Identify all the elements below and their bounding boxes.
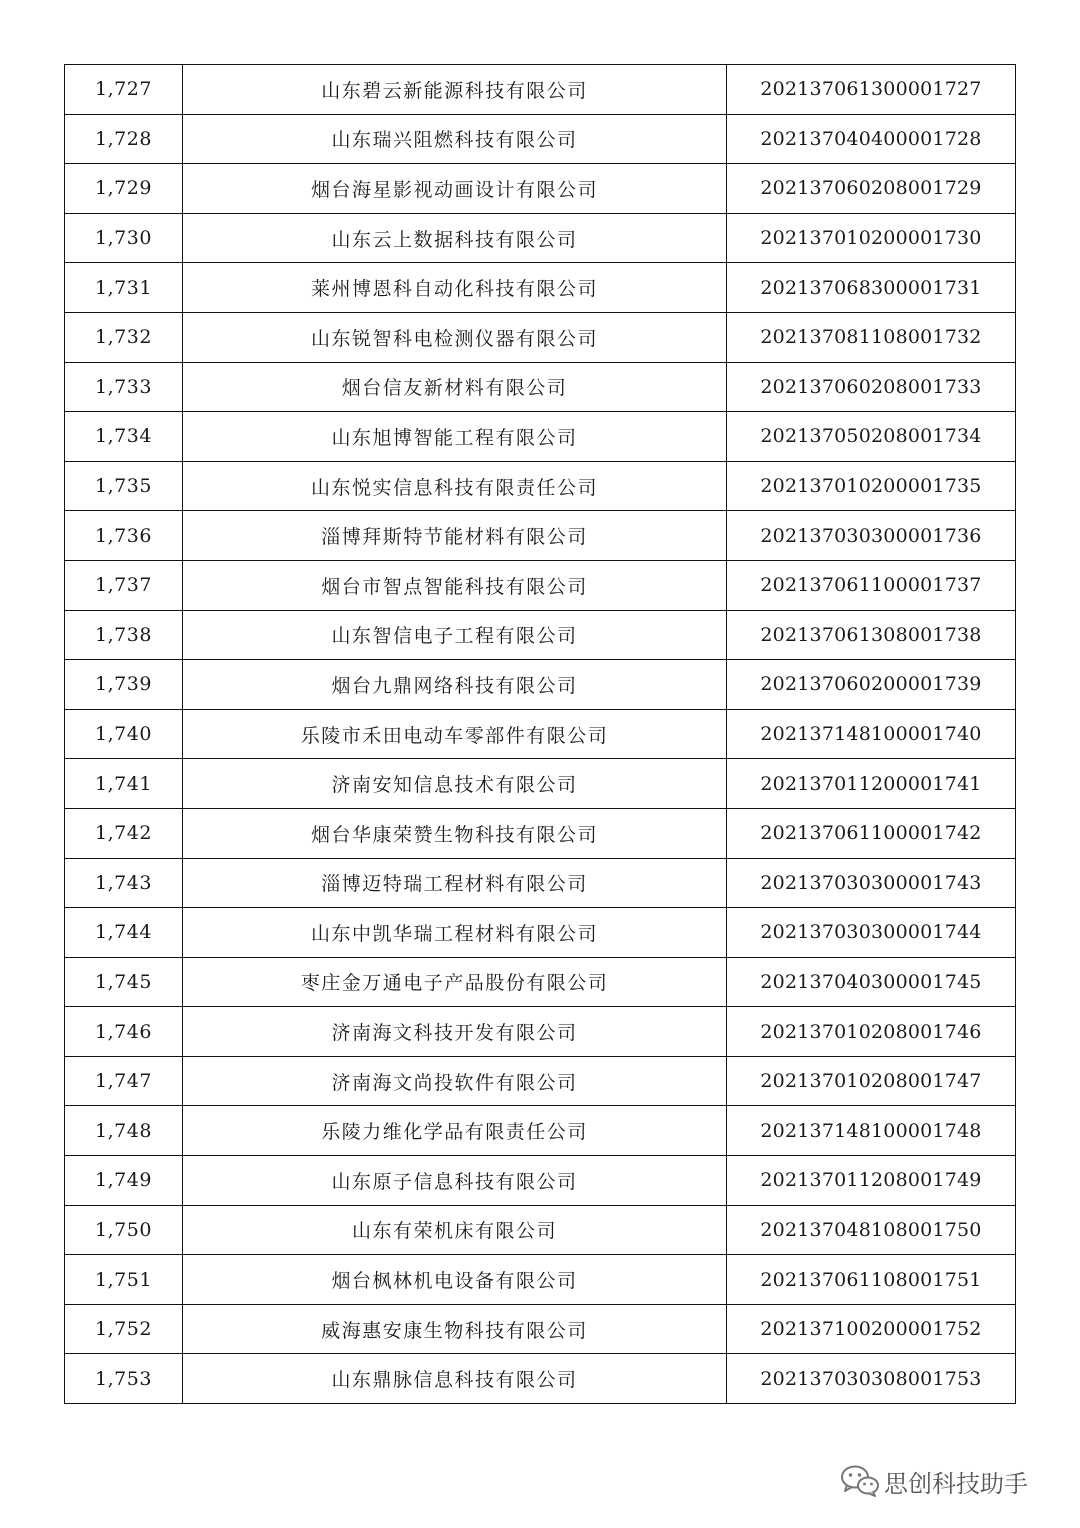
company-name: 烟台信友新材料有限公司	[183, 362, 727, 412]
company-name: 枣庄金万通电子产品股份有限公司	[183, 957, 727, 1007]
table-row	[65, 1106, 1016, 1156]
company-name: 山东云上数据科技有限公司	[183, 213, 727, 263]
table-row	[65, 461, 1016, 511]
table-row	[65, 1255, 1016, 1305]
registration-code: 202137048108001750	[727, 1205, 1016, 1255]
registration-code: 202137061100001742	[727, 808, 1016, 858]
company-name: 山东有荣机床有限公司	[183, 1205, 727, 1255]
table-row	[65, 511, 1016, 561]
table-row	[65, 560, 1016, 610]
row-number: 1,752	[65, 1304, 183, 1354]
row-number: 1,749	[65, 1156, 183, 1206]
row-number: 1,743	[65, 858, 183, 908]
row-number: 1,744	[65, 908, 183, 958]
company-name: 乐陵市禾田电动车零部件有限公司	[183, 709, 727, 759]
table-row	[65, 858, 1016, 908]
table-row	[65, 759, 1016, 809]
registration-code: 202137068300001731	[727, 263, 1016, 313]
company-name: 山东鼎脉信息科技有限公司	[183, 1354, 727, 1404]
registration-code: 202137061308001738	[727, 610, 1016, 660]
registration-code: 202137030300001743	[727, 858, 1016, 908]
table-row	[65, 1354, 1016, 1404]
row-number: 1,728	[65, 114, 183, 164]
company-name: 淄博拜斯特节能材料有限公司	[183, 511, 727, 561]
row-number: 1,748	[65, 1106, 183, 1156]
company-name: 山东中凯华瑞工程材料有限公司	[183, 908, 727, 958]
row-number: 1,747	[65, 1056, 183, 1106]
registration-code: 202137061108001751	[727, 1255, 1016, 1305]
company-name: 山东原子信息科技有限公司	[183, 1156, 727, 1206]
registration-code: 202137040400001728	[727, 114, 1016, 164]
registration-code: 202137148100001748	[727, 1106, 1016, 1156]
company-name: 淄博迈特瑞工程材料有限公司	[183, 858, 727, 908]
table-row	[65, 362, 1016, 412]
table-row	[65, 808, 1016, 858]
company-name: 威海惠安康生物科技有限公司	[183, 1304, 727, 1354]
row-number: 1,734	[65, 412, 183, 462]
row-number: 1,745	[65, 957, 183, 1007]
registration-code: 202137100200001752	[727, 1304, 1016, 1354]
row-number: 1,732	[65, 312, 183, 362]
registration-code: 202137010208001747	[727, 1056, 1016, 1106]
company-list-table	[64, 64, 1016, 1404]
table-row	[65, 957, 1016, 1007]
company-name: 济南安知信息技术有限公司	[183, 759, 727, 809]
registration-code: 202137060208001729	[727, 164, 1016, 214]
company-name: 山东悦实信息科技有限责任公司	[183, 461, 727, 511]
registration-code: 202137061100001737	[727, 560, 1016, 610]
row-number: 1,735	[65, 461, 183, 511]
row-number: 1,739	[65, 660, 183, 710]
company-name: 山东碧云新能源科技有限公司	[183, 65, 727, 115]
company-name: 乐陵力维化学品有限责任公司	[183, 1106, 727, 1156]
registration-code: 202137081108001732	[727, 312, 1016, 362]
table-row	[65, 263, 1016, 313]
registration-code: 202137010200001735	[727, 461, 1016, 511]
row-number: 1,736	[65, 511, 183, 561]
row-number: 1,750	[65, 1205, 183, 1255]
registration-code: 202137060200001739	[727, 660, 1016, 710]
watermark	[840, 1461, 1028, 1501]
table-row	[65, 114, 1016, 164]
row-number: 1,727	[65, 65, 183, 115]
company-name: 烟台海星影视动画设计有限公司	[183, 164, 727, 214]
table-row	[65, 610, 1016, 660]
company-name: 山东旭博智能工程有限公司	[183, 412, 727, 462]
row-number: 1,730	[65, 213, 183, 263]
table-row	[65, 412, 1016, 462]
registration-code: 202137061300001727	[727, 65, 1016, 115]
company-name: 烟台华康荣赞生物科技有限公司	[183, 808, 727, 858]
table-row	[65, 908, 1016, 958]
company-name: 烟台市智点智能科技有限公司	[183, 560, 727, 610]
registration-code: 202137148100001740	[727, 709, 1016, 759]
table-row	[65, 1007, 1016, 1057]
company-name: 莱州博恩科自动化科技有限公司	[183, 263, 727, 313]
table-row	[65, 213, 1016, 263]
company-name: 山东智信电子工程有限公司	[183, 610, 727, 660]
registration-code: 202137060208001733	[727, 362, 1016, 412]
row-number: 1,737	[65, 560, 183, 610]
row-number: 1,742	[65, 808, 183, 858]
registration-code: 202137030300001744	[727, 908, 1016, 958]
table-row	[65, 1056, 1016, 1106]
table-row	[65, 1156, 1016, 1206]
table-row	[65, 164, 1016, 214]
table-row	[65, 1205, 1016, 1255]
registration-code: 202137010200001730	[727, 213, 1016, 263]
registration-code: 202137030308001753	[727, 1354, 1016, 1404]
row-number: 1,741	[65, 759, 183, 809]
table-row	[65, 65, 1016, 115]
company-name: 烟台枫林机电设备有限公司	[183, 1255, 727, 1305]
wechat-icon	[840, 1464, 880, 1498]
company-name: 山东瑞兴阻燃科技有限公司	[183, 114, 727, 164]
company-name: 山东锐智科电检测仪器有限公司	[183, 312, 727, 362]
company-name: 济南海文尚投软件有限公司	[183, 1056, 727, 1106]
company-name: 烟台九鼎网络科技有限公司	[183, 660, 727, 710]
registration-code: 202137030300001736	[727, 511, 1016, 561]
table-row	[65, 709, 1016, 759]
table-body	[65, 65, 1016, 1404]
table-row	[65, 1304, 1016, 1354]
registration-code: 202137050208001734	[727, 412, 1016, 462]
row-number: 1,753	[65, 1354, 183, 1404]
row-number: 1,733	[65, 362, 183, 412]
table-row	[65, 660, 1016, 710]
row-number: 1,740	[65, 709, 183, 759]
registration-code: 202137010208001746	[727, 1007, 1016, 1057]
company-name: 济南海文科技开发有限公司	[183, 1007, 727, 1057]
registration-code: 202137040300001745	[727, 957, 1016, 1007]
registration-code: 202137011208001749	[727, 1156, 1016, 1206]
row-number: 1,746	[65, 1007, 183, 1057]
registration-code: 202137011200001741	[727, 759, 1016, 809]
row-number: 1,738	[65, 610, 183, 660]
table-row	[65, 312, 1016, 362]
row-number: 1,729	[65, 164, 183, 214]
row-number: 1,751	[65, 1255, 183, 1305]
watermark-text: 思创科技助手	[884, 1469, 1028, 1498]
row-number: 1,731	[65, 263, 183, 313]
